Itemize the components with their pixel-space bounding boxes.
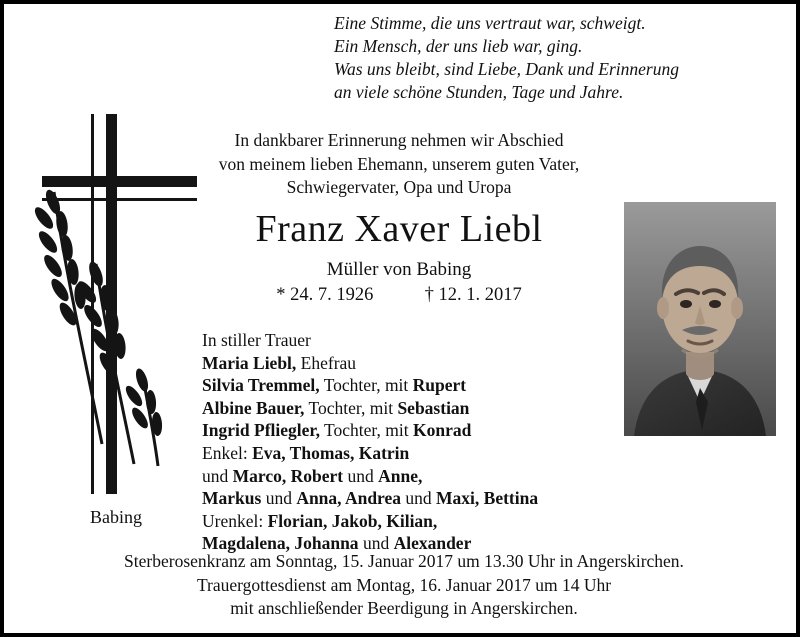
mourner-name: Konrad: [412, 420, 472, 441]
mourner-name: Markus: [202, 488, 262, 509]
mourner-name: Marco, Robert: [232, 465, 344, 486]
service-details: [34, 550, 774, 621]
mourner-relation: Tochter, mit: [304, 397, 398, 418]
intro-line-3: Schwiegervater, Opa und Uropa: [286, 177, 512, 197]
mourner-line: [202, 419, 612, 442]
intro-line-2: von meinem lieben Ehemann, unserem guten Vater,: [218, 153, 580, 174]
mourner-line: [202, 510, 612, 533]
service-line-3: mit anschließender Beerdigung in Angerskirchen.: [230, 598, 578, 618]
service-line-1: Sterberosenkranz am Sonntag, 15. Januar 2017 um 13.30 Uhr in Angerskirchen.: [124, 551, 684, 571]
mourner-line: [202, 487, 612, 510]
mourner-line: [202, 397, 612, 420]
mourner-relation: Tochter, mit: [319, 420, 413, 441]
mourner-name: Albine Bauer,: [202, 397, 305, 418]
mourner-relation: und: [261, 488, 297, 509]
intro-line-1: In dankbarer Erinnerung nehmen wir Abschied: [234, 130, 564, 150]
mourner-relation: und: [358, 533, 394, 554]
mourner-name: Silvia Tremmel,: [202, 375, 320, 396]
mourner-line: [202, 442, 612, 465]
portrait-illustration: [624, 202, 776, 436]
intro-block: [174, 129, 624, 200]
mourner-name: Alexander: [393, 533, 472, 554]
mourners-block: [202, 329, 612, 555]
mourner-relation: Urenkel:: [202, 510, 268, 531]
verse-line-1: Eine Stimme, die uns vertraut war, schweigt.: [334, 13, 646, 33]
portrait-photo: [624, 202, 776, 436]
mourner-name: Maxi, Bettina: [436, 488, 539, 509]
verse-line-4: an viele schöne Stunden, Tage und Jahre.: [334, 82, 624, 102]
mourners-list: [202, 352, 612, 555]
mourner-relation: und: [401, 488, 437, 509]
verse-block: [334, 12, 794, 104]
deceased-name: Franz Xaver Liebl: [255, 208, 543, 250]
mourner-relation: Enkel:: [202, 442, 253, 463]
mourners-heading: In stiller Trauer: [202, 330, 311, 350]
mourner-name: Magdalena, Johanna: [202, 533, 359, 554]
mourner-name: Eva, Thomas, Katrin: [252, 442, 410, 463]
mourner-name: Rupert: [412, 375, 467, 396]
mourner-name: Anne,: [378, 465, 423, 486]
mourner-name: Anna, Andrea: [296, 488, 402, 509]
cross-with-wheat-icon: [24, 114, 214, 514]
mourner-line: [202, 352, 612, 375]
mourner-relation: Tochter, mit: [319, 375, 413, 396]
mourner-name: Maria Liebl,: [202, 352, 297, 373]
mourner-line: [202, 374, 612, 397]
death-date: † 12. 1. 2017: [424, 285, 522, 305]
cross-wheat-illustration: [24, 114, 214, 514]
mourner-line: [202, 465, 612, 488]
service-line-2: Trauergottesdienst am Montag, 16. Januar 2017 um 14 Uhr: [196, 574, 612, 595]
emblem-caption: Babing: [90, 507, 142, 527]
birth-date: * 24. 7. 1926: [276, 285, 374, 305]
verse-line-3: Was uns bleibt, sind Liebe, Dank und Erinnerung: [334, 59, 679, 79]
mourner-name: Florian, Jakob, Kilian,: [267, 510, 438, 531]
mourner-name: Ingrid Pfliegler,: [202, 420, 320, 441]
mourner-relation: und: [343, 465, 379, 486]
verse-line-2: Ein Mensch, der uns lieb war, ging.: [334, 36, 583, 56]
deceased-epithet: Müller von Babing: [326, 259, 472, 280]
mourner-relation: Ehefrau: [296, 352, 357, 373]
deceased-dates: [164, 285, 634, 306]
mourner-relation: und: [202, 465, 233, 486]
mourner-name: Sebastian: [397, 397, 470, 418]
